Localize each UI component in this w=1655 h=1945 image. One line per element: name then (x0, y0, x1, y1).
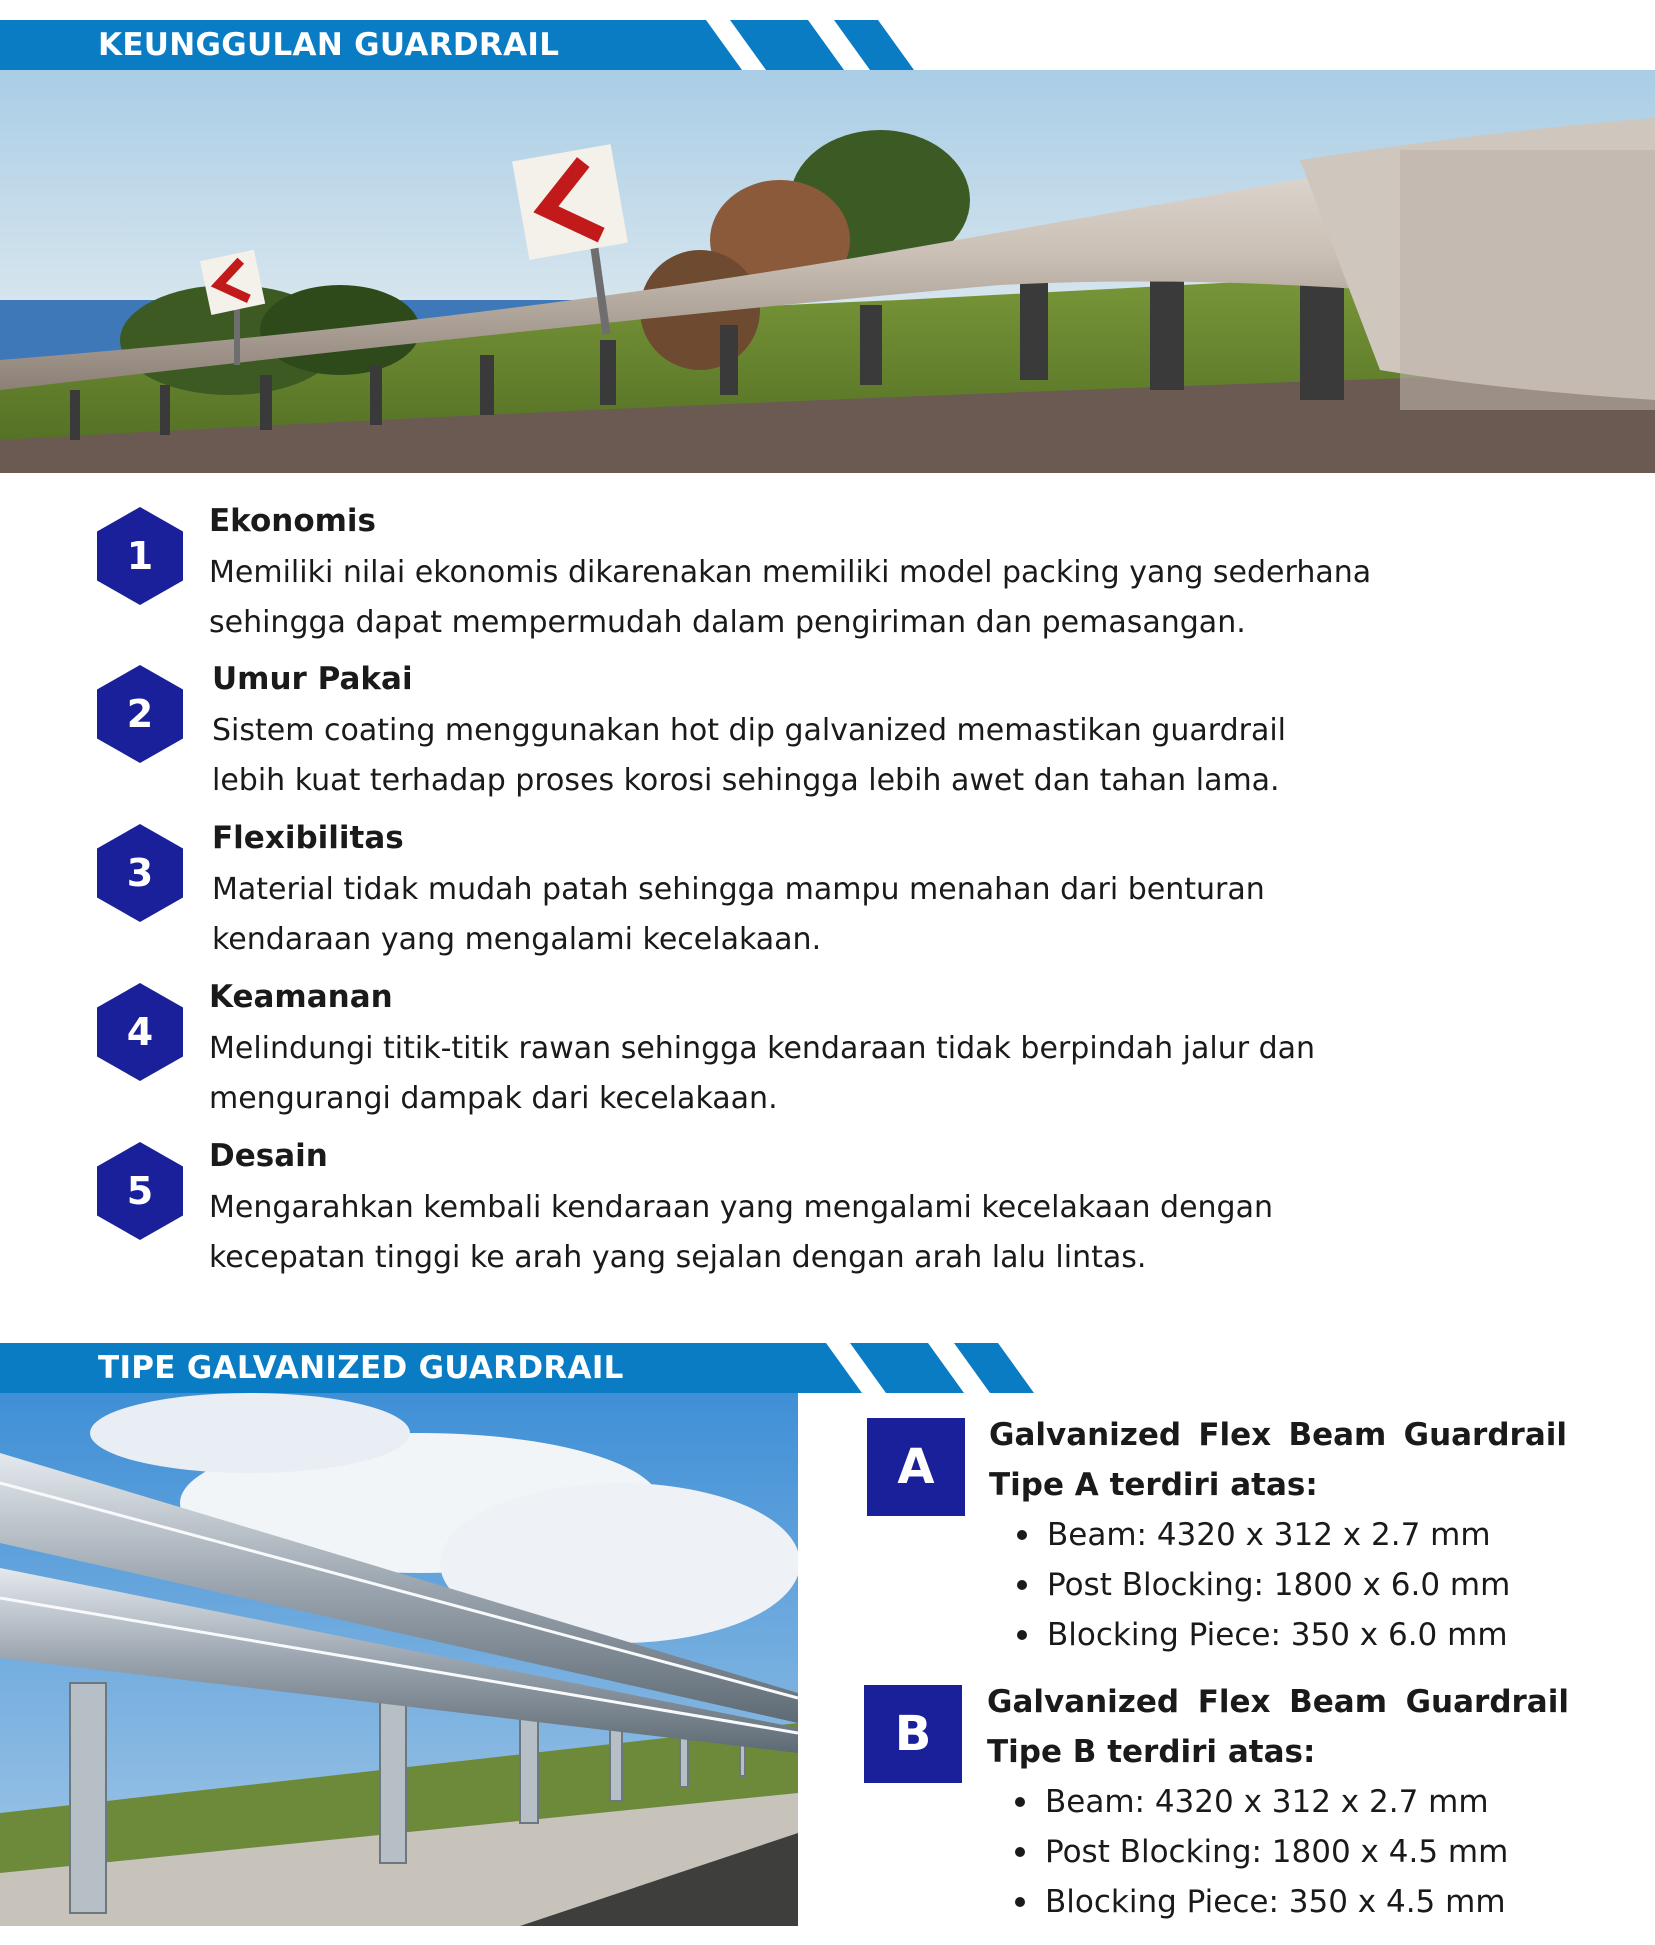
guardrail-straight-photo (0, 1393, 798, 1926)
advantage-item-5 (0, 1138, 1655, 1292)
advantage-title: Umur Pakai (212, 661, 413, 697)
type-badge-b: B (864, 1685, 962, 1783)
section-title: KEUNGGULAN GUARDRAIL (98, 27, 560, 63)
guardrail-curve-photo (0, 70, 1655, 473)
advantage-item-1 (0, 503, 1655, 657)
advantage-item-2 (0, 661, 1655, 815)
advantage-description: Melindungi titik-titik rawan sehingga kendaraan tidak berpindah jalur dan mengurangi dampak dari kecelakaan. (209, 1031, 1316, 1116)
type-title-b: Galvanized Flex Beam Guardrail Tipe B terdiri atas: (987, 1684, 1569, 1770)
advantage-title: Flexibilitas (212, 820, 404, 856)
advantage-title: Ekonomis (209, 503, 377, 539)
spec-item: Beam: 4320 x 312 x 2.7 mm (1007, 1777, 1508, 1827)
number-hexagon: 5 (97, 1142, 183, 1240)
number-hexagon: 4 (97, 983, 183, 1081)
section-title: TIPE GALVANIZED GUARDRAIL (98, 1350, 624, 1386)
advantage-title: Desain (209, 1138, 328, 1174)
section-banner-tipe (0, 1343, 1040, 1393)
advantage-description: Memiliki nilai ekonomis dikarenakan memiliki model packing yang sederhana sehingga dapat mempermudah dalam pengiriman dan pemasangan. (209, 555, 1372, 640)
section-banner-keunggulan (0, 20, 920, 70)
type-badge-a: A (867, 1418, 965, 1516)
number-hexagon: 1 (97, 507, 183, 605)
number-hexagon: 2 (97, 665, 183, 763)
spec-item: Blocking Piece: 350 x 6.0 mm (1009, 1610, 1510, 1660)
advantage-description: Sistem coating menggunakan hot dip galvanized memastikan guardrail lebih kuat terhadap proses korosi sehingga lebih awet dan tahan lama. (212, 713, 1287, 798)
advantage-item-4 (0, 979, 1655, 1133)
advantage-item-3 (0, 820, 1655, 974)
type-title-a: Galvanized Flex Beam Guardrail Tipe A terdiri atas: (989, 1417, 1567, 1503)
advantage-title: Keamanan (209, 979, 393, 1015)
spec-item: Post Blocking: 1800 x 4.5 mm (1007, 1827, 1508, 1877)
spec-item: Post Blocking: 1800 x 6.0 mm (1009, 1560, 1510, 1610)
spec-list-a (1009, 1510, 1510, 1660)
spec-list-b (1007, 1777, 1508, 1927)
spec-item: Blocking Piece: 350 x 4.5 mm (1007, 1877, 1508, 1927)
advantage-description: Material tidak mudah patah sehingga mampu menahan dari benturan kendaraan yang mengalami kecelakaan. (212, 872, 1265, 957)
spec-item: Beam: 4320 x 312 x 2.7 mm (1009, 1510, 1510, 1560)
number-hexagon: 3 (97, 824, 183, 922)
advantage-description: Mengarahkan kembali kendaraan yang mengalami kecelakaan dengan kecepatan tinggi ke arah yang sejalan dengan arah lalu lintas. (209, 1190, 1273, 1275)
